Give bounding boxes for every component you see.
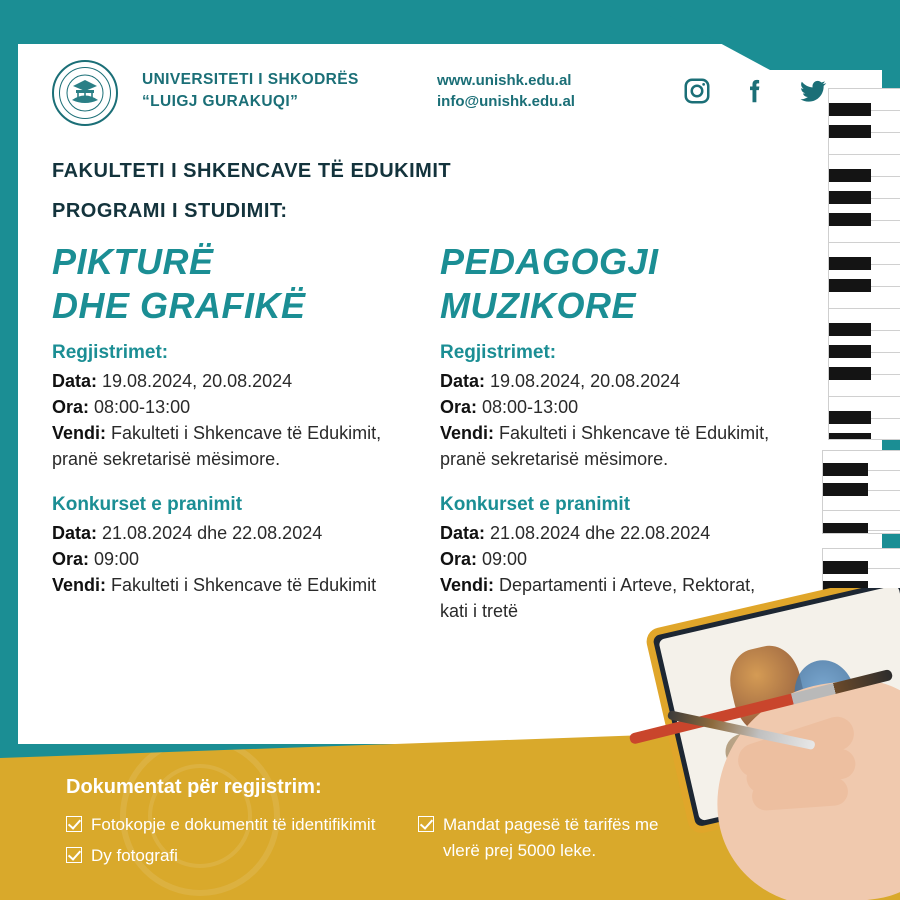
program-title [440,240,785,328]
registration-row [440,394,785,420]
website-text[interactable]: www.unishk.edu.al [437,72,572,89]
list-item-label: Mandat pagesë të tarifës me vlerë prej 5000 leke. [443,815,659,860]
row-value: Fakulteti i Shkencave të Edukimit, pranë sekretarisë mësimore. [440,423,770,469]
checkbox-icon [66,847,82,863]
program-title-line2: DHE GRAFIKË [52,285,306,326]
row-value: 08:00-13:00 [477,397,579,417]
row-value: 19.08.2024, 20.08.2024 [485,371,681,391]
faculty-title: FAKULTETI I SHKENCAVE TË EDUKIMIT [52,160,452,182]
row-label: Data: [440,523,486,543]
checkbox-icon [418,816,434,832]
contact-block [437,70,575,112]
facebook-icon[interactable] [740,76,770,106]
list-item [66,843,416,869]
exam-heading: Konkurset e pranimit [52,494,243,515]
piano-keys-decoration [822,450,900,534]
checkbox-icon [66,816,82,832]
program-column-painting [52,240,397,598]
row-label: Data: [52,523,98,543]
university-logo [52,60,118,126]
painting-photo [628,588,900,900]
list-item-label: Fotokopje e dokumentit të identifikimit [91,815,376,834]
row-label: Ora: [440,549,478,569]
instagram-icon[interactable] [682,76,712,106]
exam-row [52,572,397,598]
list-item [66,812,416,838]
row-label: Vendi: [52,423,107,443]
documents-title: Dokumentat për regjistrim: [66,776,322,798]
exam-row [440,546,785,572]
email-text[interactable]: info@unishk.edu.al [437,93,575,110]
program-title-line1: PEDAGOGJI [440,241,659,282]
registration-row [52,420,397,472]
program-column-music [440,240,785,624]
registration-heading: Regjistrimet: [440,342,557,363]
registration-details [52,368,397,472]
row-label: Ora: [440,397,478,417]
row-label: Vendi: [52,575,107,595]
row-value: 09:00 [477,549,528,569]
logo-emblem-icon [52,60,118,126]
row-value: 09:00 [89,549,140,569]
list-item-label: Dy fotografi [91,846,178,865]
university-name-line2: “LUIGJ GURAKUQI” [142,93,299,110]
row-value: Departamenti i Arteve, Rektorat, kati i tretë [440,575,756,621]
registration-row [440,368,785,394]
exam-row [52,546,397,572]
program-label: PROGRAMI I STUDIMIT: [52,200,288,222]
row-label: Ora: [52,549,90,569]
row-value: 21.08.2024 dhe 22.08.2024 [485,523,711,543]
program-title-line2: MUZIKORE [440,285,636,326]
row-label: Vendi: [440,423,495,443]
row-label: Vendi: [440,575,495,595]
registration-row [52,368,397,394]
row-value: 08:00-13:00 [89,397,191,417]
exam-row [52,520,397,546]
exam-heading: Konkurset e pranimit [440,494,631,515]
row-value: 21.08.2024 dhe 22.08.2024 [97,523,323,543]
exam-details [52,520,397,598]
program-title [52,240,397,328]
twitter-icon[interactable] [798,76,828,106]
poster-header [52,60,852,130]
exam-row [440,520,785,546]
documents-column-a [66,812,416,874]
registration-row [52,394,397,420]
row-label: Data: [440,371,486,391]
program-title-line1: PIKTURË [52,241,214,282]
row-value: Fakulteti i Shkencave të Edukimit [106,575,377,595]
registration-heading: Regjistrimet: [52,342,169,363]
row-label: Ora: [52,397,90,417]
row-label: Data: [52,371,98,391]
row-value: Fakulteti i Shkencave të Edukimit, pranë sekretarisë mësimore. [52,423,382,469]
registration-details [440,368,785,472]
piano-keys-decoration [828,88,900,440]
university-name-line1: UNIVERSITETI I SHKODRËS [142,71,359,88]
row-value: 19.08.2024, 20.08.2024 [97,371,293,391]
registration-row [440,420,785,472]
